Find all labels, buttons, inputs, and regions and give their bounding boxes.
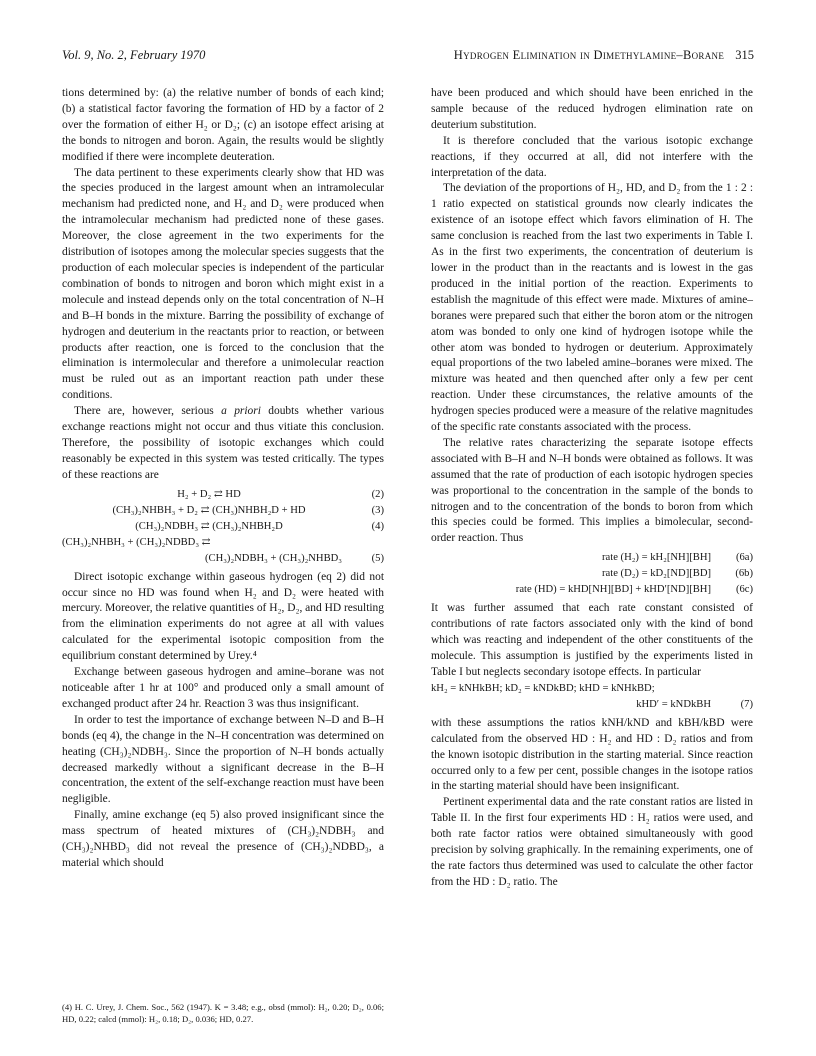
equation-expr: rate (D₂) = kD₂[ND][BD]: [602, 568, 711, 580]
header-right: [454, 48, 754, 63]
equation-4: [62, 519, 384, 535]
equation-number: (6b): [735, 568, 753, 580]
text-run: There are, however, serious: [74, 405, 222, 418]
equation-expr: H₂ + D₂ ⇄ HD: [177, 488, 241, 500]
equation-5-line2: [62, 551, 384, 570]
journal-citation: Vol. 9, No. 2, February 1970: [62, 48, 206, 62]
equation-expr: kH₂ = kNHkBH; kD₂ = kNDkBD; kHD = kNHkBD;: [431, 682, 655, 694]
running-title: Hydrogen Elimination in Dimethylamine–Borane: [453, 48, 725, 62]
equation-expr: (CH₃)₂NDBH₃ ⇄ (CH₃)₂NHBH₂D: [135, 520, 283, 532]
equation-6b: [431, 566, 753, 582]
paragraph: Finally, amine exchange (eq 5) also proved insignificant since the mass spectrum of heated mixtures of (CH₃)₂NDBH₃ and (CH₃)₂NHBD₃ did not reveal the presence of (CH₃)₂NDBD₃, a material which should: [62, 809, 384, 869]
page-number: 315: [735, 48, 754, 62]
paragraph: tions determined by: (a) the relative number of bonds of each kind; (b) a statistical factor favoring the formation of HD by a factor of 2 over the formation of either H₂ or D₂; (c) an isotope effect arising at the bonds to nitrogen and boron. Again, the results would be slightly modified if there were incomplete deuteration.: [62, 87, 384, 163]
paragraph: In order to test the importance of exchange between N–D and B–H bonds (eq 4), the change in the N–H concentration was determined on heating (CH₃)₂NDBH₃. Since the proportion of N–H bonds actually decreased markedly without a significant decrease in the B–H concentration, the extent of the self-exchange reaction must have been negligible.: [62, 713, 385, 806]
equation-number: (6a): [735, 552, 753, 564]
equation-6c: [431, 582, 753, 601]
equation-expr: kHD′ = kNDkBH: [636, 698, 711, 710]
equation-expr: (CH₃)₂NDBH₃ + (CH₃)₂NHBD₃: [204, 552, 342, 564]
footnote: (4) H. C. Urey, J. Chem. Soc., 562 (1947). K = 3.48; e.g., obsd (mmol): H₂, 0.20; D₂, 0.06; HD, 0.22; calcd (mmol): H₂, 0.18; D₂, 0.036; HD, 0.27.: [62, 1002, 384, 1024]
paragraph: The deviation of the proportions of H₂, HD, and D₂ from the 1 : 2 : 1 ratio expected on statistical grounds now clearly indicates the existence of an isotope effect which favors elimination of H. The same conclusion is reached from the last two experiments in Table I. As in the first two experiments, the concentration of deuterium is lower in the product than in the reactants and is lowest in the gas produced in the initial portion of the reaction. Experiments to establish the magnitude of this effect were made. Mixtures of amine–boranes were prepared such that either the boron atom or the nitrogen atom was bonded to only one kind of hydrogen isotope while the other atom was bonded to hydrogen or deuterium. Approximately equal proportions of the two labeled amine–boranes were mixed. The mixture was heated and then quenched after only a few per cent reaction. Under these circumstances, the relative amounts of the hydrogen species produced were a measure of the relative magnitudes of the specific rate constants associated with the process.: [431, 182, 753, 434]
equation-number: (5): [371, 552, 384, 564]
equation-expr: (CH₃)₂NHBH₃ + D₂ ⇄ (CH₃)NHBH₂D + HD: [112, 504, 306, 516]
paragraph: Pertinent experimental data and the rate constant ratios are listed in Table II. In the first four experiments HD : H₂ ratios were used, and both rate factor ratios were obtained simultaneously with good precision by solving graphically. In the remaining experiments, one of the rate factors thus determined was used to calculate the other factor from the HD : D₂ ratio. The: [431, 796, 753, 888]
paragraph: It is therefore concluded that the various isotopic exchange reactions, if they occurred at all, did not interfere with the interpretation of the data.: [431, 134, 753, 179]
equation-7-line2: [431, 697, 753, 716]
right-column: [431, 86, 753, 891]
equation-number: (2): [371, 488, 384, 500]
left-column: [62, 86, 384, 872]
equation-expr: rate (HD) = kHD[NH][BD] + kHD′[ND][BH]: [515, 584, 711, 596]
equation-number: (6c): [735, 584, 753, 596]
equation-2: [62, 484, 384, 503]
paragraph: It was further assumed that each rate constant consisted of contributions of rate factors associated only with the kind of bond which was reacting and independent of the other constituents of the molecule. This assumption is justified by the experiments listed in Table I but neglects secondary isotope effects. In particular: [431, 602, 753, 678]
equation-number: (4): [371, 520, 384, 532]
running-header: [62, 48, 754, 66]
equation-3: [62, 503, 384, 519]
equation-number: (7): [740, 698, 753, 710]
paragraph: Direct isotopic exchange within gaseous hydrogen (eq 2) did not occur since no HD was found when H₂ and D₂ were heated with mercury. Moreover, the relative quantities of H₂, D₂, and HD resulting from the elimination experiments do not agree at all with values calculated for the experimental isotopic composition from the equilibrium constant determined by Urey.⁴: [62, 570, 384, 663]
paragraph: The data pertinent to these experiments clearly show that HD was the species produced in the largest amount when an intramolecular mechanism had predicted none, and H₂ and D₂ were produced when the intramolecular mechanism had predicted none of these gases. Moreover, the close agreement in the two experiments for the distribution of isotopes among the molecular species suggests that the production of each molecular species is independent of the particular combination of bonds to nitrogen and boron which might exist in a molecule and instead depends only on the total concentration of N–H and B–H bonds in the mixture. Barring the possibility of exchange of hydrogen and deuterium in the reactants prior to reaction, or between products after reaction, one is forced to the conclusion that the elimination is intermolecular and therefore a unimolecular reaction must be ruled out as an important reaction path under these conditions.: [62, 166, 384, 402]
paragraph: have been produced and which should have been enriched in the sample because of the reduced hydrogen elimination rate on deuterium substitution.: [431, 87, 753, 131]
paragraph: with these assumptions the ratios kNH/kND and kBH/kBD were calculated from the observed HD : H₂ and HD : D₂ ratios and from the known isotopic distribution in the starting material. Since reaction occurred only to a few per cent, possible changes in the isotope ratios in the starting material should have been insignificant.: [431, 716, 753, 793]
equation-5-line1: [62, 535, 384, 551]
equation-6a: [431, 547, 753, 566]
equation-expr: (CH₃)₂NHBH₃ + (CH₃)₂NDBD₃ ⇄: [62, 536, 211, 548]
paragraph: The relative rates characterizing the separate isotope effects associated with B–H and N–H bonds were obtained as follows. It was assumed that the rate of production of each isotopic hydrogen species was proportional to the concentration in the sample of the bonds to nitrogen and to the concentration of the bonds to boron from which this species could be formed. This implies a bimolecular, second-order reaction. Thus: [431, 436, 753, 545]
equation-expr: rate (H₂) = kH₂[NH][BH]: [602, 552, 711, 564]
italic-phrase: a priori: [221, 405, 261, 418]
paragraph: [62, 404, 384, 484]
equation-7-line1: [431, 681, 753, 697]
equation-number: (3): [371, 504, 384, 516]
text-run: doubts whether various exchange reactions might not occur and thus vitiate this conclusion. Therefore, the possibility of isotopic exchanges which could reasonably be expected in this system was tested critically. The types of these reactions are: [62, 405, 385, 481]
paragraph: Exchange between gaseous hydrogen and amine–borane was not noticeable after 1 hr at 100° and produced only a small amount of exchanged product after 24 hr. Reaction 3 was thus insignificant.: [62, 666, 384, 710]
